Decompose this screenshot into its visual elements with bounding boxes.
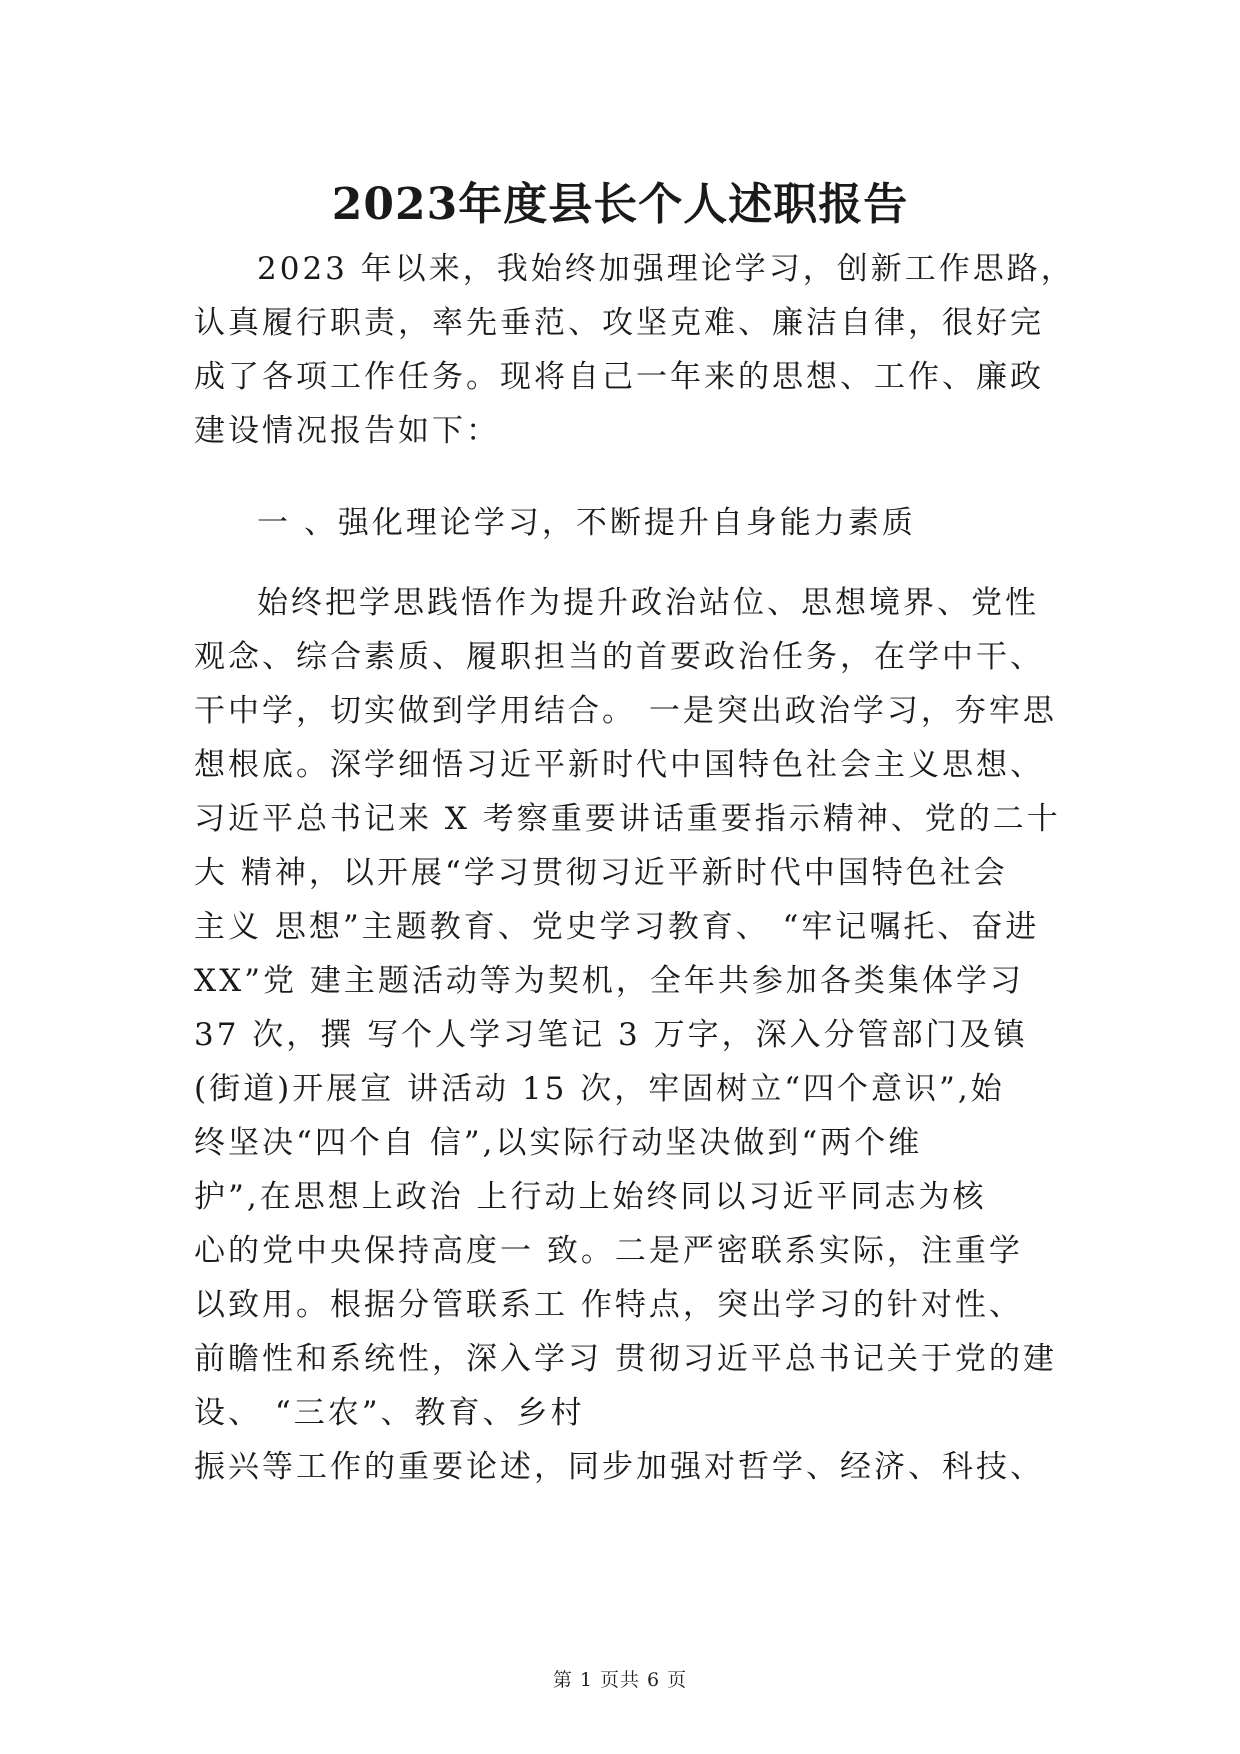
paragraph-line: 认真履行职责，率先垂范、攻坚克难、廉洁自律，很好完 [194, 305, 1044, 341]
paragraph-line: 设、 “三农”、教育、乡村 [194, 1395, 585, 1431]
intro-paragraph [194, 242, 1075, 458]
paragraph-line: 建设情况报告如下： [194, 413, 500, 449]
paragraph-line: 习近平总书记来 X 考察重要讲话重要指示精神、党的二十 [194, 801, 1061, 837]
paragraph-line: 护”,在思想上政治 上行动上始终同以习近平同志为核 [194, 1179, 987, 1215]
paragraph-line: 始终把学思践悟作为提升政治站位、思想境界、党性 [257, 585, 1039, 621]
paragraph-line: 2023 年以来，我始终加强理论学习，创新工作思路， [257, 251, 1075, 287]
paragraph-line: 心的党中央保持高度一 致。二是严密联系实际，注重学 [194, 1233, 1023, 1269]
paragraph-line: XX”党 建主题活动等为契机，全年共参加各类集体学习 [194, 963, 1024, 999]
paragraph-line: 37 次，撰 写个人学习笔记 3 万字，深入分管部门及镇 [194, 1017, 1028, 1053]
paragraph-line: 以致用。根据分管联系工 作特点，突出学习的针对性、 [194, 1287, 1023, 1323]
section-heading-text: 一 、强化理论学习，不断提升自身能力素质 [257, 505, 916, 541]
paragraph-line: 前瞻性和系统性，深入学习 贯彻习近平总书记关于党的建 [194, 1341, 1057, 1377]
paragraph-line: 主义 思想”主题教育、党史学习教育、 “牢记嘱托、奋进 [194, 909, 1040, 945]
paragraph-line: 想根底。深学细悟习近平新时代中国特色社会主义思想、 [194, 747, 1044, 783]
paragraph-line: 成了各项工作任务。现将自己一年来的思想、工作、廉政 [194, 359, 1044, 395]
paragraph-line: 振兴等工作的重要论述，同步加强对哲学、经济、科技、 [194, 1449, 1044, 1485]
document-title: 2023年度县长个人述职报告 [331, 179, 909, 230]
paragraph-line: 干中学，切实做到学用结合。 一是突出政治学习，夯牢思 [194, 693, 1057, 729]
page-number-footer: 第 1 页共 6 页 [552, 1669, 688, 1691]
paragraph-line: 大 精神，以开展“学习贯彻习近平新时代中国特色社会 [194, 855, 1008, 891]
paragraph-line: 终坚决“四个自 信”,以实际行动坚决做到“两个维 [194, 1125, 923, 1161]
section-paragraph [194, 576, 1061, 1494]
section-heading [194, 496, 1054, 550]
paragraph-line: 观念、综合素质、履职担当的首要政治任务，在学中干、 [194, 639, 1044, 675]
paragraph-line: (街道)开展宣 讲活动 15 次，牢固树立“四个意识”,始 [194, 1071, 1005, 1107]
